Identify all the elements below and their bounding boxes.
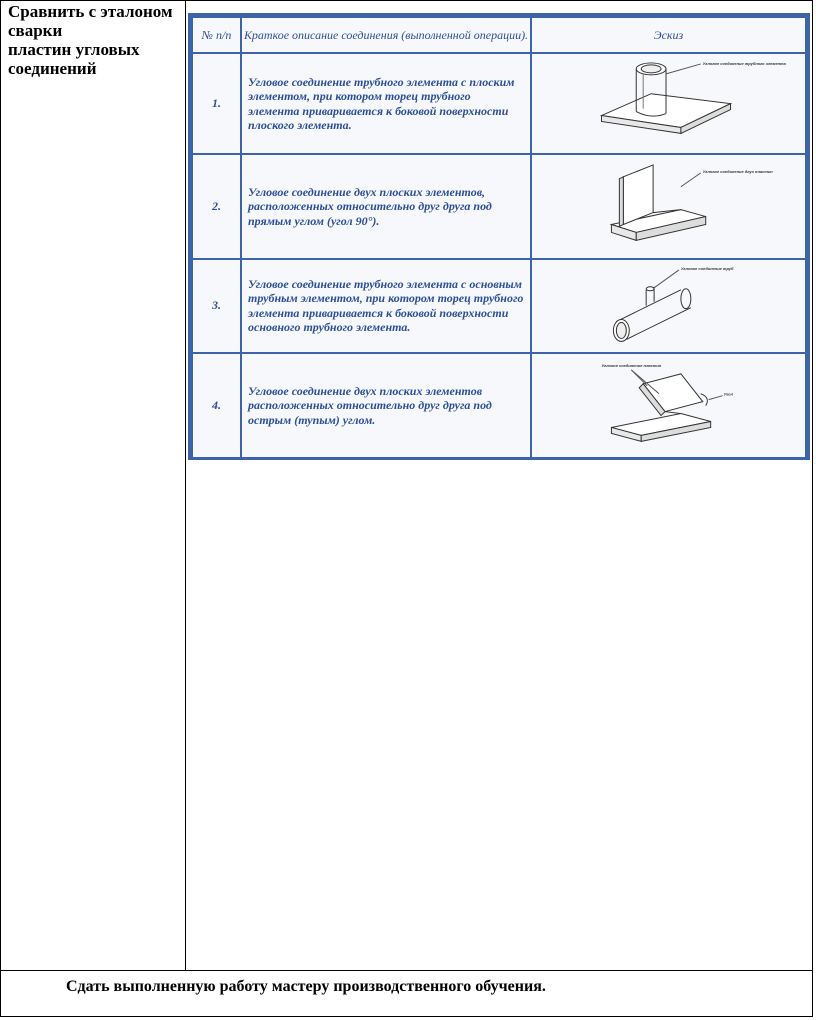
sketch-label: Угловое соединение пластин <box>601 362 662 368</box>
sketch-label: Угловое соединение труб <box>680 265 734 271</box>
table-row <box>192 259 806 353</box>
row-description: Угловое соединение трубного элемента с основным трубным элементом, при котором торец трубного элемента приваривается к боковой поверхности основного трубного элемента. <box>241 259 531 353</box>
row-description: Угловое соединение двух плоских элементов расположенных относительно друг друга под острым (тупым) углом. <box>241 353 531 458</box>
table-header-row <box>192 17 806 53</box>
row-description: Угловое соединение двух плоских элементов, расположенных относительно друг друга под прямым углом (угол 90°). <box>241 154 531 258</box>
right-angle-plates-sketch-icon <box>531 154 806 258</box>
obtuse-angle-plates-sketch-icon <box>531 353 806 458</box>
reference-table <box>191 16 807 459</box>
header-description: Краткое описание соединения (выполненной операции). <box>241 17 531 53</box>
task-title-line: пластин угловых <box>8 40 140 59</box>
sketch-label: Угловое соединение двух пластин <box>702 169 773 175</box>
row-number: 4. <box>192 353 241 458</box>
sketch-label: Угол <box>723 391 734 397</box>
row-number: 2. <box>192 154 241 258</box>
table-row <box>192 353 806 458</box>
row-number: 3. <box>192 259 241 353</box>
table-row <box>192 53 806 154</box>
task-title <box>8 2 180 78</box>
reference-table-image <box>188 13 810 460</box>
sketch-label: Угловое соединение трубного элемента <box>702 60 786 66</box>
task-title-line: сварки <box>8 21 63 40</box>
header-sketch: Эскиз <box>531 17 806 53</box>
column-divider <box>185 0 186 970</box>
pipe-to-pipe-sketch-icon <box>531 259 806 353</box>
row-description: Угловое соединение трубного элемента с плоским элементом, при котором торец трубного элемента приваривается к боковой поверхности плоского элемента. <box>241 53 531 154</box>
footer-instruction: Сдать выполненную работу мастеру производственного обучения. <box>66 978 546 995</box>
footer-divider <box>0 970 813 971</box>
pipe-on-plate-sketch-icon <box>531 53 806 154</box>
task-title-line: Сравнить с эталоном <box>8 2 173 21</box>
table-row <box>192 154 806 258</box>
header-num: № п/п <box>192 17 241 53</box>
row-number: 1. <box>192 53 241 154</box>
task-title-line: соединений <box>8 59 97 78</box>
